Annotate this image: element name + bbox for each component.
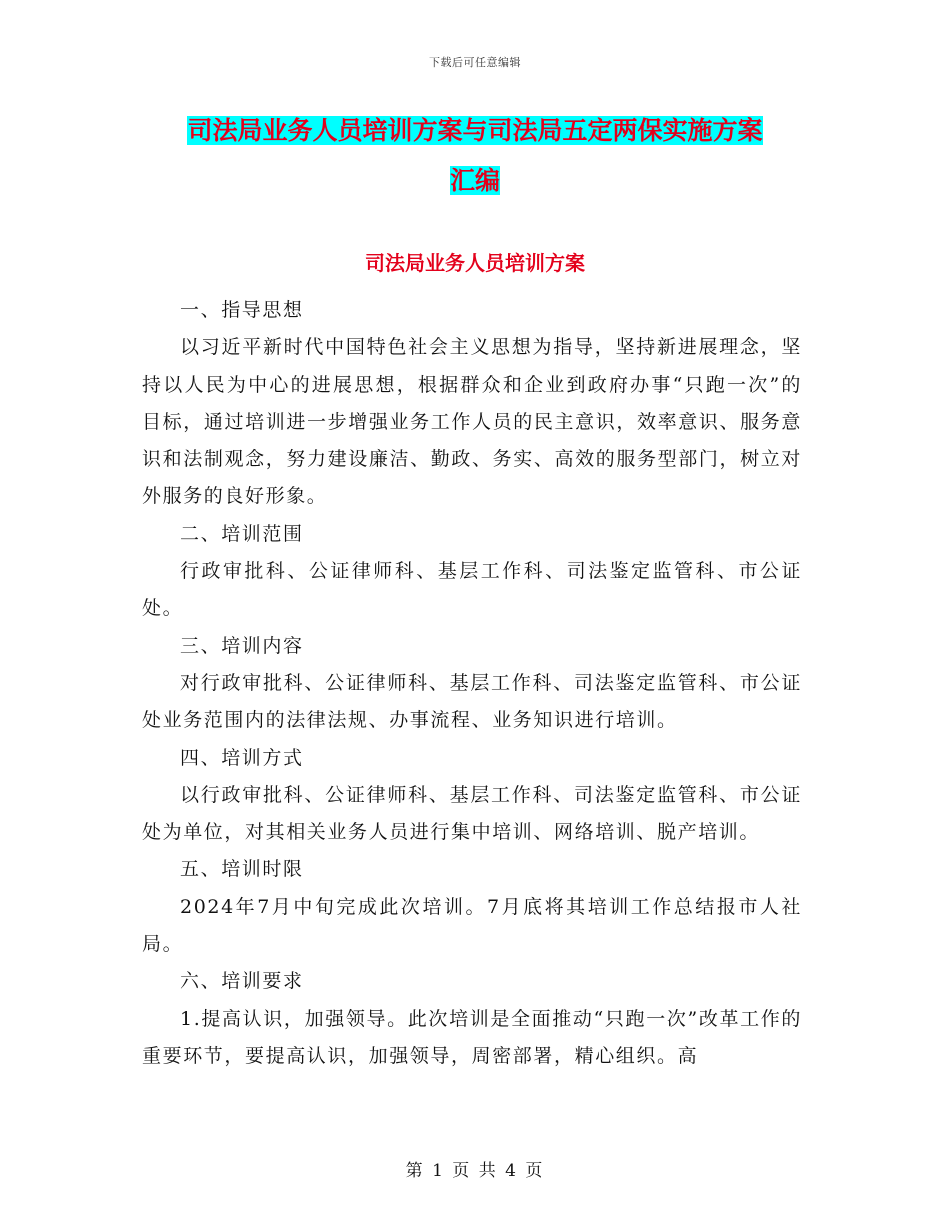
document-body [142, 292, 802, 1075]
paragraph-training-content: 对行政审批科、公证律师科、基层工作科、司法鉴定监管科、市公证处业务范围内的法律法规、办事流程、业务知识进行培训。 [142, 671, 802, 732]
heading-training-scope: 二、培训范围 [180, 522, 304, 545]
heading-training-method: 四、培训方式 [180, 746, 304, 769]
heading-training-requirements: 六、培训要求 [180, 970, 304, 993]
paragraph-training-requirements: 1.提高认识，加强领导。此次培训是全面推动“只跑一次”改革工作的重要环节，要提高认识，加强领导，周密部署，精心组织。高 [142, 1007, 802, 1067]
heading-guiding-ideology: 一、指导思想 [180, 299, 304, 321]
page-number-footer: 第 1 页 共 4 页 [405, 1161, 545, 1181]
paragraph-training-period: 2024年7月中旬完成此次培训。7月底将其培训工作总结报市人社局。 [142, 895, 802, 956]
document-title-line-1: 司法局业务人员培训方案与司法局五定两保实施方案 [187, 116, 763, 145]
section-title: 司法局业务人员培训方案 [365, 251, 585, 275]
paragraph-training-method: 以行政审批科、公证律师科、基层工作科、司法鉴定监管科、市公证处为单位，对其相关业务人员进行集中培训、网络培训、脱产培训。 [142, 783, 802, 844]
header-note: 下载后可任意编辑 [429, 56, 521, 69]
heading-training-content: 三、培训内容 [180, 634, 304, 657]
document-title-line-2: 汇编 [449, 166, 500, 195]
paragraph-guiding-ideology: 以习近平新时代中国特色社会主义思想为指导，坚持新进展理念，坚持以人民为中心的进展思想，根据群众和企业到政府办事“只跑一次”的目标，通过培训进一步增强业务工作人员的民主意识，效率意识、服务意识和法制观念，努力建设廉洁、勤政、务实、高效的服务型部门，树立对外服务的良好形象。 [142, 336, 802, 508]
document-title [140, 106, 810, 206]
paragraph-training-scope: 行政审批科、公证律师科、基层工作科、司法鉴定监管科、市公证处。 [142, 560, 802, 620]
heading-training-period: 五、培训时限 [180, 858, 304, 881]
